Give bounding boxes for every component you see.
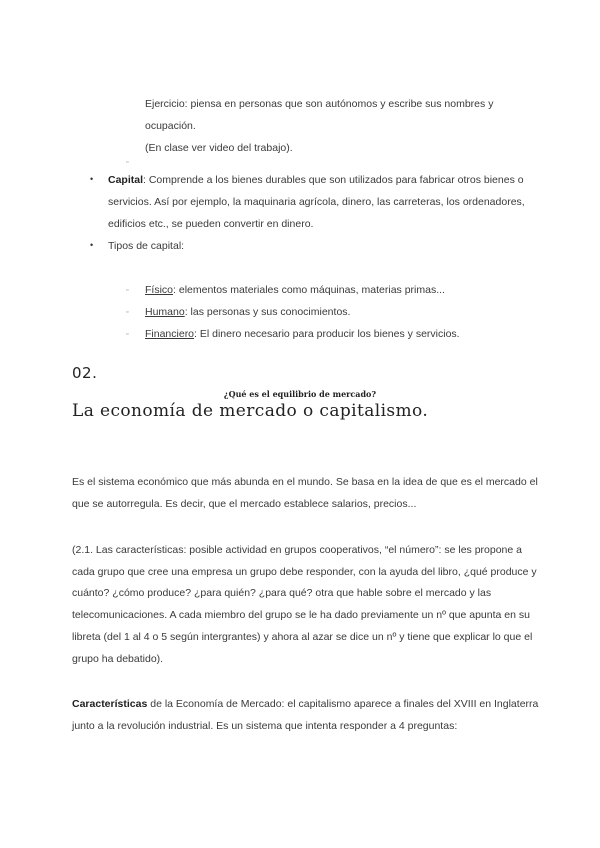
para2-line-4: telecomunicaciones. A cada miembro del grupo se le ha dado previamente un nº que apunta en su xyxy=(72,609,530,621)
type-term: Financiero xyxy=(145,328,195,340)
type-term: Humano xyxy=(145,306,185,318)
type-item-fisico xyxy=(145,283,445,297)
para2-line-2: cada grupo que cree una empresa un grupo debe responder, con la ayuda del libro, ¿qué produce y xyxy=(72,566,537,578)
sub-bullet-icon: ▫ xyxy=(126,287,129,294)
type-desc: : las personas y sus conocimientos. xyxy=(184,306,351,318)
empty-sub-bullet-icon: ▫ xyxy=(126,159,129,166)
para1-line-1: Es el sistema económico que más abunda en el mundo. Se basa en la idea de que es el mercado el xyxy=(72,476,538,488)
exercise-line-1: Ejercicio: piensa en personas que son autónomos y escribe sus nombres y xyxy=(145,98,494,110)
para3-line-2: junto a la revolución industrial. Es un sistema que intenta responder a 4 preguntas: xyxy=(72,720,458,732)
capital-definition: : Comprende a los bienes durables que son utilizados para fabricar otros bienes o xyxy=(143,174,524,186)
sub-bullet-icon: ▫ xyxy=(126,331,129,338)
para3-text: de la Economía de Mercado: el capitalismo aparece a finales del XVIII en Inglaterra xyxy=(147,698,539,710)
type-desc: : elementos materiales como máquinas, materias primas... xyxy=(173,284,445,296)
capital-line-2: servicios. Así por ejemplo, la maquinaria agrícola, dinero, las carreteras, los ordenadores, xyxy=(108,196,525,208)
para2-line-5: libreta (del 1 al 4 o 5 según intergrantes) y ahora al azar se dice un nº y tiene que explicar lo que el xyxy=(72,631,533,643)
characteristics-term: Características xyxy=(72,698,148,710)
sub-bullet-icon: ▫ xyxy=(126,309,129,316)
capital-line-1 xyxy=(108,173,524,187)
para2-line-1: (2.1. Las características: posible actividad en grupos cooperativos, “el número”: se les propone a xyxy=(72,544,522,556)
exercise-line-3: (En clase ver video del trabajo). xyxy=(145,142,293,154)
capital-line-3: edificios etc., se pueden convertir en dinero. xyxy=(108,218,314,230)
bullet-icon: • xyxy=(90,240,94,250)
type-item-humano xyxy=(145,305,350,319)
para1-line-2: que se autorregula. Es decir, que el mercado establece salarios, precios... xyxy=(72,498,417,510)
type-desc: : El dinero necesario para producir los bienes y servicios. xyxy=(194,328,460,340)
capital-term: Capital xyxy=(108,174,144,186)
exercise-line-2: ocupación. xyxy=(145,120,196,132)
type-term: Físico xyxy=(145,284,174,296)
types-label: Tipos de capital: xyxy=(108,240,185,252)
para2-line-3: cuánto? ¿cómo produce? ¿para quién? ¿para qué? otra que hable sobre el mercado y las xyxy=(72,587,492,599)
type-item-financiero xyxy=(145,327,460,341)
bullet-icon: • xyxy=(90,174,94,184)
para3-line-1 xyxy=(72,697,538,711)
section-number: 02. xyxy=(72,364,98,382)
section-question: ¿Qué es el equilibrio de mercado? xyxy=(223,389,377,399)
page-title: La economía de mercado o capitalismo. xyxy=(72,401,429,421)
para2-line-6: grupo ha debatido). xyxy=(72,653,164,665)
